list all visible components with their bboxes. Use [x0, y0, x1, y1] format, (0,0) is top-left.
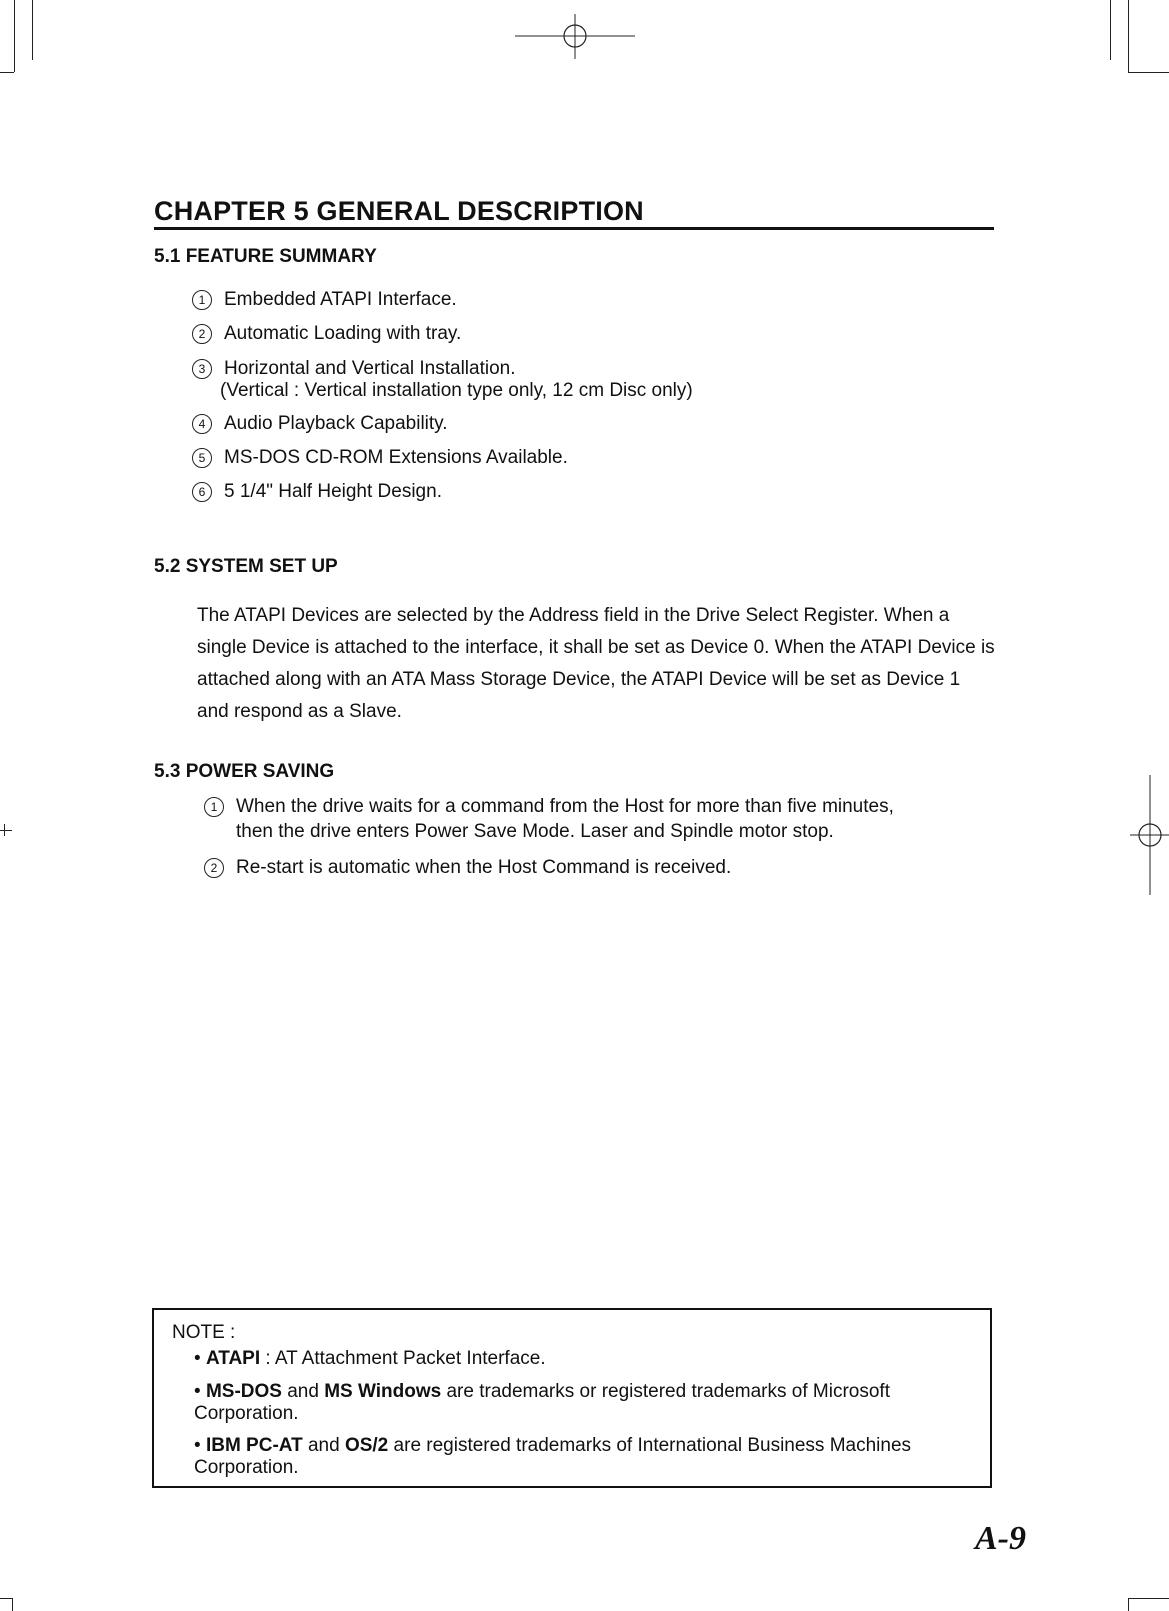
feature-item: 3 Horizontal and Vertical Installation.	[192, 358, 516, 380]
power-saving-item: 1 When the drive waits for a command from the Host for more than five minutes,	[204, 796, 894, 818]
section-5-3-title: 5.3 POWER SAVING	[154, 761, 335, 782]
registration-mark-top	[515, 14, 635, 64]
feature-item: 1 Embedded ATAPI Interface.	[192, 289, 457, 311]
section-5-2-title: 5.2 SYSTEM SET UP	[154, 556, 338, 577]
feature-item: 4 Audio Playback Capability.	[192, 413, 448, 435]
circled-number-icon: 6	[192, 482, 212, 502]
circled-number-icon: 2	[204, 858, 224, 878]
feature-item-subtext: (Vertical : Vertical installation type only, 12 cm Disc only)	[220, 380, 693, 401]
feature-item: 6 5 1/4" Half Height Design.	[192, 481, 442, 503]
chapter-title: CHAPTER 5 GENERAL DESCRIPTION	[154, 196, 644, 226]
chapter-rule	[154, 227, 994, 230]
power-saving-item-subtext: then the drive enters Power Save Mode. Laser and Spindle motor stop.	[236, 821, 834, 842]
circled-number-icon: 4	[192, 414, 212, 434]
circled-number-icon: 3	[192, 359, 212, 379]
note-item: • MS-DOS and MS Windows are trademarks or registered trademarks of Microsoft Corporation.	[194, 1381, 890, 1424]
note-title: NOTE :	[172, 1322, 236, 1343]
note-box	[152, 1308, 992, 1488]
circled-number-icon: 1	[192, 290, 212, 310]
note-item: • ATAPI : AT Attachment Packet Interface.	[194, 1348, 546, 1369]
page-number: A-9	[975, 1520, 1026, 1557]
circled-number-icon: 1	[204, 797, 224, 817]
registration-mark-right	[1130, 775, 1169, 895]
feature-item: 2 Automatic Loading with tray.	[192, 323, 461, 345]
section-5-2-paragraph: The ATAPI Devices are selected by the Address field in the Drive Select Register. When a single Device is attached to the interface, it shall be set as Device 0. When the ATAPI Device is attached along with an ATA Mass Storage Device, the ATAPI Device will be set as Device 1 and respond as a Slave.	[197, 605, 995, 722]
power-saving-item: 2 Re-start is automatic when the Host Command is received.	[204, 857, 731, 879]
feature-item: 5 MS-DOS CD-ROM Extensions Available.	[192, 447, 568, 469]
circled-number-icon: 2	[192, 324, 212, 344]
circled-number-icon: 5	[192, 448, 212, 468]
note-item: • IBM PC-AT and OS/2 are registered trademarks of International Business Machines Corporation.	[194, 1435, 912, 1478]
section-5-1-title: 5.1 FEATURE SUMMARY	[154, 246, 377, 267]
